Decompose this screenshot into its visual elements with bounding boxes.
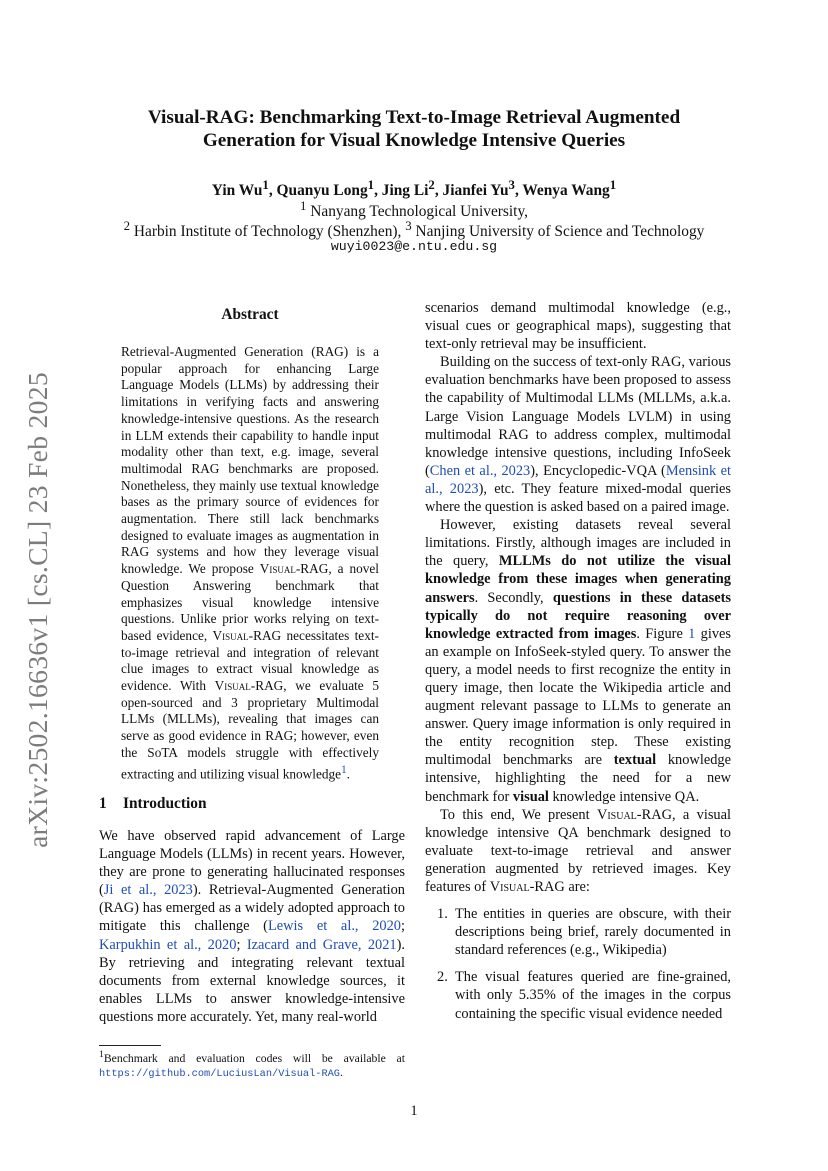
paragraph: Building on the success of text-only RAG, various evaluation benchmarks have been proposed to assess the capability of Multimodal LLMs (MLLMs, a.k.a. Large Vision Language Models LVLM) in using multimodal RAG to address complex, multimodal knowledge intensive questions, including InfoSeek (Chen et al., 2023), Encyclopedic-VQA (Mensink et al., 2023), etc. They feature mixed-modal queries where the question is asked based on a paired image. [425,354,732,516]
author-list: Yin Wu$^1$, Quanyu Long$^1$, Jing Li$^2$, Jianfei Yu$^3$, Wenya Wang$^1$ [211,178,617,200]
citation-link[interactable]: Mensink et al., 2023 [425,462,732,497]
author: Jianfei Yu$^3$ [442,178,515,200]
arxiv-stamp-text: arXiv:2502.16636v1 [cs.CL] 23 Feb 2025 [22,372,53,848]
intro-right-column [425,299,731,1023]
affiliation-line-2: $^2$ Harbin Institute of Technology (Shenzhen), $^3$ Nanjing University of Science and Technology [123,219,705,241]
abstract-heading: Abstract [221,306,279,323]
author: Wenya Wang$^1$ [522,178,617,200]
citation-link[interactable]: Lewis et al., 2020 [267,918,401,935]
citation-link[interactable]: Karpukhin et al., 2020 [99,936,237,953]
author: Quanyu Long$^1$ [276,178,375,200]
github-link[interactable]: https://github.com/LuciusLan/Visual-RAG [99,1068,340,1081]
citation-link[interactable]: Chen et al., 2023 [429,462,531,479]
footnote-rule [99,1045,161,1046]
intro-left-column [99,827,405,1026]
footnote-ref[interactable]: 1 [341,763,347,776]
list-item: 2. The visual features queried are fine-grained, with only 5.35% of the images in the corpus containing the specific visual evidence needed [437,969,731,1022]
citation-link[interactable]: Izacard and Grave, 2021 [246,936,397,953]
title-line-2: Generation for Visual Knowledge Intensive Queries [202,130,626,151]
paragraph: However, existing datasets reveal several limitations. Firstly, although images are included in the query, MLLMs do not utilize the visual knowledge from these images when generating answers. Secondly, questions in these datasets typically do not require reasoning over knowledge extracted from images. Figure 1 gives an example on InfoSeek-styled query. To answer the query, a model needs to first recognize the entity in query image, then locate the Wikipedia article and augment relevant passage to LLMs to generate an answer. Query image information is only required in the entity recognition step. These existing multimodal benchmarks are textual knowledge intensive, highlighting the need for a new benchmark for visual knowledge intensive QA. [425,517,731,805]
author: Yin Wu$^1$ [211,178,269,200]
figure-ref-link[interactable]: 1 [688,625,696,642]
paragraph: scenarios demand multimodal knowledge (e.g., visual cues or geographical maps), suggesting that text-only retrieval may be insufficient. [425,300,731,353]
paragraph: To this end, We present Visual-RAG, a visual knowledge intensive QA benchmark designed to evaluate text-to-image retrieval and answer generation augmented by retrieved images. Key features of Visual-RAG are: [425,806,732,895]
section-heading-introduction: 1 Introduction [99,795,207,812]
affiliation-line-1: $^1$ Nanyang Technological University, [299,199,529,221]
author-email: wuyi0023@e.ntu.edu.sg [330,239,498,254]
list-item: 1. The entities in queries are obscure, with their descriptions being brief, rarely documented in standard references (e.g., Wikipedia) [437,906,731,959]
title-line-1: Visual-RAG: Benchmarking Text-to-Image Retrieval Augmented [147,107,681,128]
arxiv-stamp [18,370,58,850]
page-number: 1 [410,1103,418,1119]
citation-link[interactable]: Ji et al., 2023 [103,882,193,899]
feature-list [425,905,731,1023]
paragraph: We have observed rapid advancement of Large Language Models (LLMs) in recent years. However, they are prone to generating hallucinated responses (Ji et al., 2023). Retrieval-Augmented Generation (RAG) has emerged as a widely adopted approach to mitigate this challenge (Lewis et al., 2020; Karpukhin et al., 2020; Izacard and Grave, 2021). By retrieving and integrating relevant textual documents from external knowledge sources, it enables LLMs to answer knowledge-intensive questions more accurately. Yet, many real-world [99,828,405,1025]
author: Jing Li$^2$ [381,178,435,200]
footnote: $^1$Benchmark and evaluation codes will be available at https://github.com/LuciusLan/Visual-RAG. [99,1049,405,1081]
paper-title [90,106,738,152]
abstract-body: Retrieval-Augmented Generation (RAG) is a popular approach for enhancing Large Language Models (LLMs) by addressing their limitations in verifying facts and answering knowledge-intensive questions. As the research in LLM extends their capability to handle input modality other than text, e.g. image, several multimodal RAG benchmarks are proposed. Nonetheless, they mainly use textual knowledge bases as the primary source of evidences for augmentation. There still lack benchmarks designed to evaluate images as augmentation in RAG systems and how they leverage visual knowledge. We propose Visual-RAG, a novel Question Answering benchmark that emphasizes visual knowledge intensive questions. Unlike prior works relying on text-based evidence, Visual-RAG necessitates text-to-image retrieval and integration of relevant clue images to extract visual knowledge as evidence. With Visual-RAG, we evaluate 5 open-sourced and 3 proprietary Multimodal LLMs (MLLMs), revealing that images can serve as good evidence in RAG; however, even the SoTA models struggle with effectively extracting and utilizing visual knowledge$^1$. [121,344,379,781]
